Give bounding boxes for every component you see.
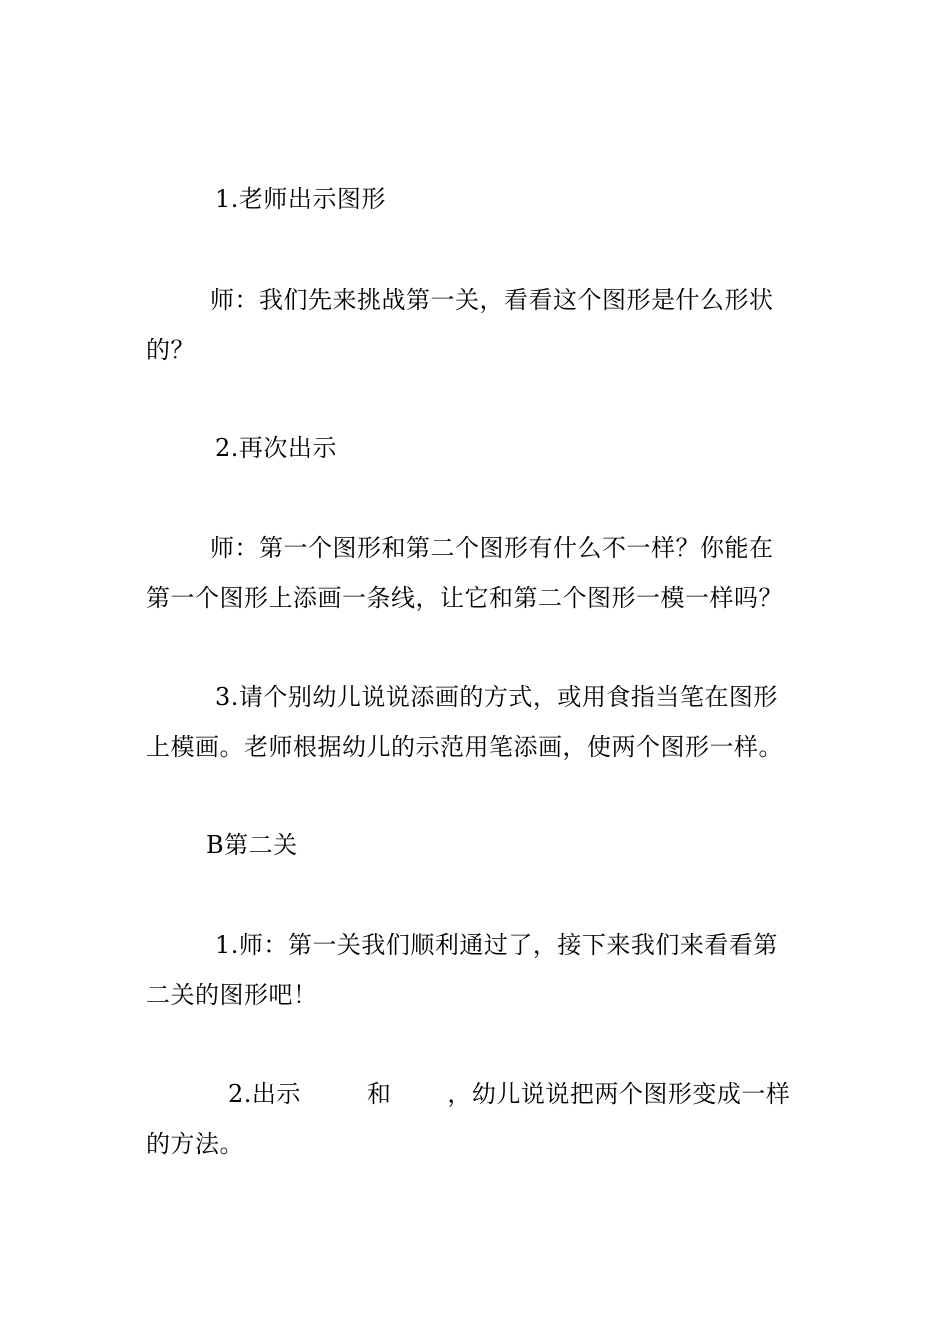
teacher-question-line-2: 的？ (146, 336, 195, 364)
section-b-step-2-line-1 (228, 1079, 790, 1109)
section-b-step-1-line-1: 1.师：第一关我们顺利通过了，接下来我们来看看第 (215, 931, 778, 959)
step-1-heading: 1.老师出示图形 (215, 185, 386, 213)
step-3-line-1: 3.请个别幼儿说说添画的方式，或用食指当笔在图形 (215, 683, 778, 711)
section-b-heading: B第二关 (206, 831, 298, 859)
teacher-question-line-1: 师：我们先来挑战第一关，看看这个图形是什么形状 (210, 286, 774, 314)
step-2-show-text: 2.出示 (228, 1080, 301, 1108)
step-3-line-2: 上模画。老师根据幼儿的示范用笔添画，使两个图形一样。 (146, 733, 783, 761)
step-2-instruction-text: ，幼儿说说把两个图形变成一样 (447, 1080, 791, 1108)
section-b-step-2-line-2: 的方法。 (146, 1130, 244, 1158)
step-2-and-text: 和 (366, 1080, 392, 1108)
teacher-compare-line-1: 师：第一个图形和第二个图形有什么不一样？你能在 (210, 534, 774, 562)
teacher-compare-line-2: 第一个图形上添画一条线，让它和第二个图形一模一样吗？ (146, 584, 783, 612)
step-2-heading: 2.再次出示 (215, 434, 337, 462)
section-b-step-1-line-2: 二关的图形吧！ (146, 981, 318, 1009)
